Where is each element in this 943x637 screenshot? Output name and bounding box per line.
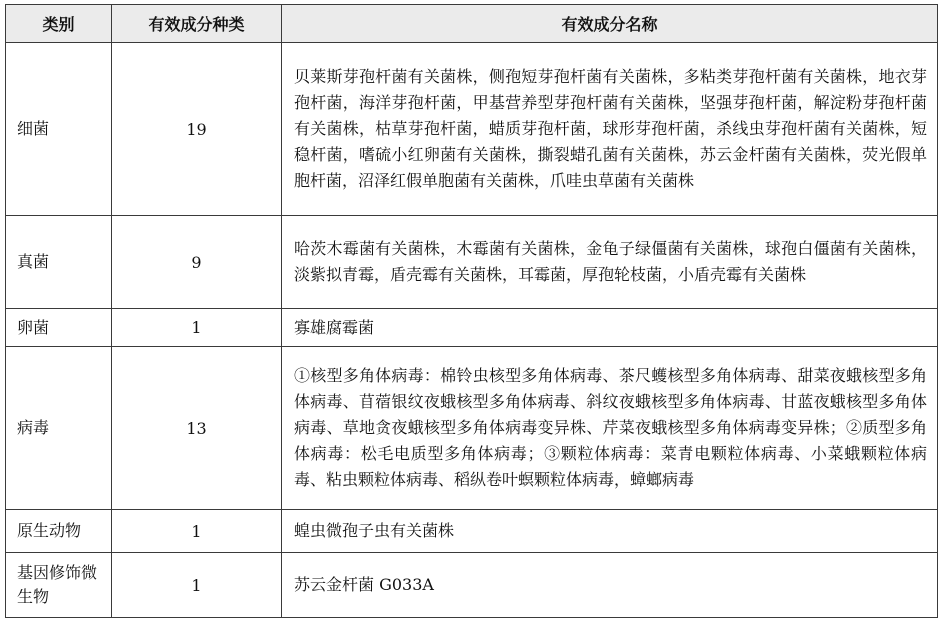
header-category: 类别 bbox=[6, 5, 112, 43]
row-names: 蝗虫微孢子虫有关菌株 bbox=[282, 510, 938, 553]
table-row bbox=[6, 347, 938, 510]
table-row bbox=[6, 510, 938, 553]
biopesticide-table bbox=[5, 4, 938, 618]
row-names: 寡雄腐霉菌 bbox=[282, 309, 938, 347]
row-category: 卵菌 bbox=[6, 309, 112, 347]
table-row bbox=[6, 43, 938, 216]
row-category: 细菌 bbox=[6, 43, 112, 216]
table-row bbox=[6, 553, 938, 618]
row-names: ①核型多角体病毒：棉铃虫核型多角体病毒、茶尺蠖核型多角体病毒、甜菜夜蛾核型多角体病毒、苜蓿银纹夜蛾核型多角体病毒、斜纹夜蛾核型多角体病毒、甘蓝夜蛾核型多角体病毒、草地贪夜蛾核型多角体病毒变异株、芹菜夜蛾核型多角体病毒变异株；②质型多角体病毒：松毛电质型多角体病毒；③颗粒体病毒：菜青电颗粒体病毒、小菜蛾颗粒体病毒、粘虫颗粒体病毒、稻纵卷叶螟颗粒体病毒，蟑螂病毒 bbox=[282, 347, 938, 510]
table-header-row bbox=[6, 5, 938, 43]
table-container bbox=[5, 4, 938, 618]
row-names: 哈茨木霉菌有关菌株，木霉菌有关菌株，金龟子绿僵菌有关菌株，球孢白僵菌有关菌株，淡紫拟青霉，盾壳霉有关菌株，耳霉菌，厚孢轮枝菌，小盾壳霉有关菌株 bbox=[282, 216, 938, 309]
row-category: 原生动物 bbox=[6, 510, 112, 553]
row-names: 贝莱斯芽孢杆菌有关菌株，侧孢短芽孢杆菌有关菌株，多粘类芽孢杆菌有关菌株，地衣芽孢杆菌，海洋芽孢杆菌，甲基营养型芽孢杆菌有关菌株，坚强芽孢杆菌，解淀粉芽孢杆菌有关菌株，枯草芽孢杆菌，蜡质芽孢杆菌，球形芽孢杆菌，杀线虫芽孢杆菌有关菌株，短稳杆菌，嗜硫小红卵菌有关菌株，撕裂蜡孔菌有关菌株，苏云金杆菌有关菌株，荧光假单胞杆菌，沼泽红假单胞菌有关菌株，爪哇虫草菌有关菌株 bbox=[282, 43, 938, 216]
table-row bbox=[6, 309, 938, 347]
table-row bbox=[6, 216, 938, 309]
row-category: 基因修饰微生物 bbox=[6, 553, 112, 618]
header-names: 有效成分名称 bbox=[282, 5, 938, 43]
row-count: 1 bbox=[112, 309, 282, 347]
row-category: 病毒 bbox=[6, 347, 112, 510]
row-count: 9 bbox=[112, 216, 282, 309]
row-count: 13 bbox=[112, 347, 282, 510]
header-count: 有效成分种类 bbox=[112, 5, 282, 43]
row-count: 1 bbox=[112, 553, 282, 618]
row-count: 19 bbox=[112, 43, 282, 216]
row-count: 1 bbox=[112, 510, 282, 553]
row-names: 苏云金杆菌 G033A bbox=[282, 553, 938, 618]
row-category: 真菌 bbox=[6, 216, 112, 309]
